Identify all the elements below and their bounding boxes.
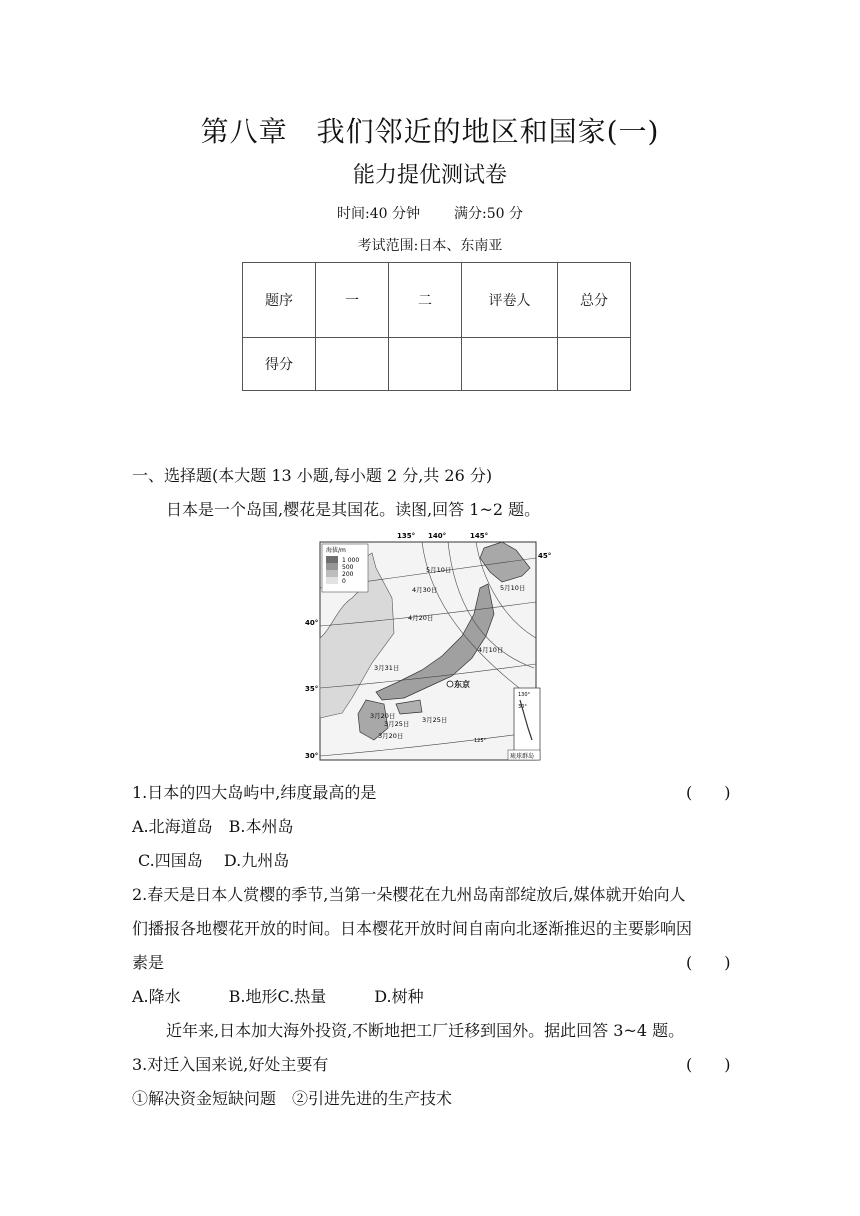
- answer-parentheses[interactable]: ( ): [686, 953, 731, 972]
- lon-label: 140°: [428, 532, 447, 540]
- question-3-options: ①解决资金短缺问题 ②引进先进的生产技术: [132, 1089, 453, 1108]
- bloom-date-label: 4月30日: [412, 586, 438, 594]
- score-header-cell: 评卷人: [462, 263, 558, 338]
- legend-label: 1 000: [342, 557, 360, 564]
- legend-label: 0: [342, 578, 346, 585]
- inset-num: 125°: [474, 738, 487, 744]
- answer-parentheses[interactable]: ( ): [686, 783, 731, 802]
- question-1-stem: 1.日本的四大岛屿中,纬度最高的是: [132, 783, 377, 802]
- question-intro: 日本是一个岛国,樱花是其国花。读图,回答 1~2 题。: [166, 500, 541, 519]
- lon-label: 135°: [397, 532, 416, 540]
- page-subtitle: 能力提优测试卷: [352, 163, 507, 188]
- page-title: 第八章 我们邻近的地区和国家(一): [200, 115, 660, 148]
- lon-label: 145°: [470, 532, 489, 540]
- inset-num: 130°: [518, 692, 531, 698]
- bloom-date-label: 3月25日: [384, 720, 410, 728]
- score-cell[interactable]: [389, 338, 462, 391]
- exam-meta: [0, 203, 860, 223]
- question-2-options: A.降水 B.地形C.热量 D.树种: [132, 987, 424, 1006]
- city-label-tokyo: 东京: [454, 680, 470, 689]
- question-2-stem: 素是: [132, 953, 165, 972]
- bloom-date-label: 4月20日: [408, 614, 434, 622]
- bloom-date-label: 4月10日: [478, 646, 504, 654]
- legend-label: 500: [342, 564, 354, 571]
- score-header-cell: 总分: [558, 263, 631, 338]
- question-3-stem: 3.对迁入国来说,好处主要有: [132, 1055, 329, 1074]
- score-cell[interactable]: [558, 338, 631, 391]
- score-table-header-row: [243, 263, 631, 338]
- exam-scope: 考试范围:日本、东南亚: [357, 238, 503, 254]
- score-header-cell: 一: [316, 263, 389, 338]
- bloom-date-label: 3月31日: [374, 664, 400, 672]
- question-intro: 近年来,日本加大海外投资,不断地把工厂迁移到国外。据此回答 3~4 题。: [166, 1021, 685, 1040]
- time-limit: 时间:40 分钟: [337, 206, 420, 222]
- bloom-date-label: 5月10日: [426, 566, 452, 574]
- question-1-options: C.四国岛 D.九州岛: [138, 851, 290, 870]
- full-score: 满分:50 分: [454, 206, 523, 222]
- answer-parentheses[interactable]: ( ): [686, 1055, 731, 1074]
- score-cell[interactable]: [462, 338, 558, 391]
- bloom-date-label: 5月10日: [500, 584, 526, 592]
- lat-label: 45°: [538, 552, 552, 560]
- lat-label: 40°: [305, 619, 319, 627]
- score-header-cell: 题序: [243, 263, 316, 338]
- lat-label: 30°: [305, 752, 319, 760]
- lat-label: 35°: [305, 685, 319, 693]
- inset-num: 30°: [518, 704, 527, 710]
- section-title: 一、选择题(本大题 13 小题,每小题 2 分,共 26 分): [132, 466, 493, 485]
- bloom-date-label: 3月25日: [422, 716, 448, 724]
- score-row-label: 得分: [243, 338, 316, 391]
- question-1-options: A.北海道岛 B.本州岛: [132, 817, 294, 836]
- question-2-stem: 们播报各地樱花开放的时间。日本樱花开放时间自南向北逐渐推迟的主要影响因: [132, 919, 693, 938]
- score-header-cell: 二: [389, 263, 462, 338]
- legend-label: 200: [342, 571, 354, 578]
- question-2-stem: 2.春天是日本人赏樱的季节,当第一朵樱花在九州岛南部绽放后,媒体就开始向人: [132, 885, 686, 904]
- score-table: [242, 262, 631, 391]
- bloom-date-label: 3月20日: [370, 712, 396, 720]
- bloom-date-label: 3月20日: [378, 732, 404, 740]
- inset-label: 琉球群岛: [510, 753, 535, 760]
- japan-map: [302, 528, 552, 764]
- legend-title: 海拔/m: [326, 547, 346, 554]
- score-table-score-row: [243, 338, 631, 391]
- score-cell[interactable]: [316, 338, 389, 391]
- tokyo-marker-icon: [447, 681, 453, 687]
